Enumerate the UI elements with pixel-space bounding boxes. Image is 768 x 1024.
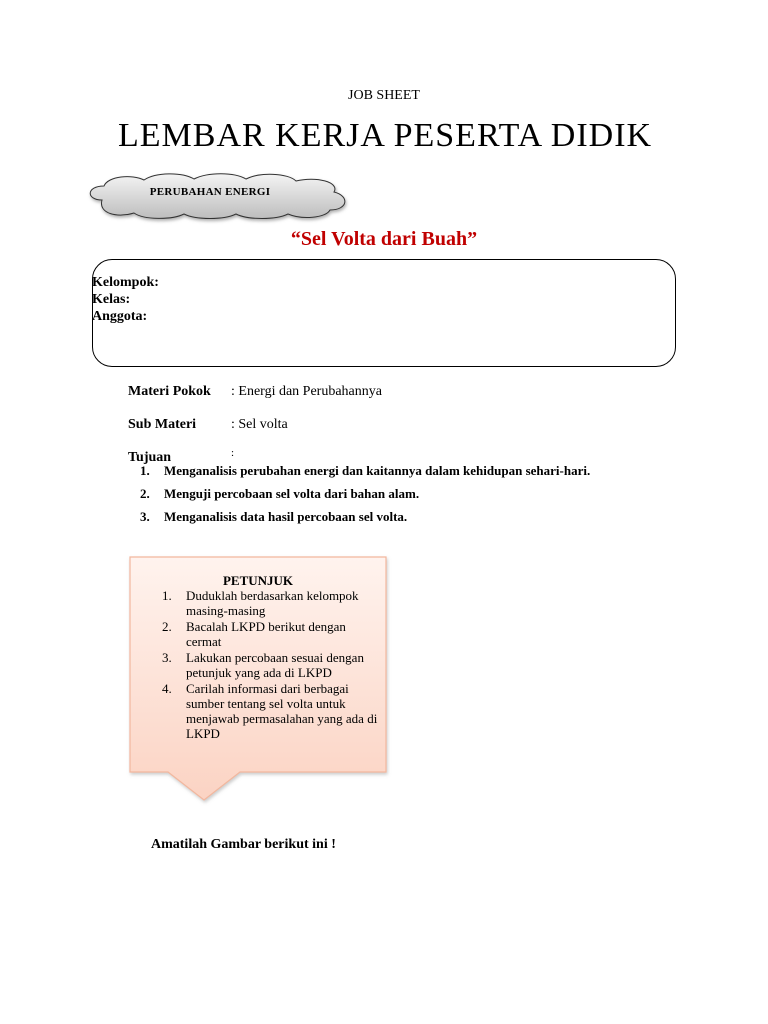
list-item: 3. Menganalisis data hasil percobaan sel volta. — [140, 509, 408, 524]
job-sheet-heading: JOB SHEET — [348, 88, 420, 103]
class-label: Kelas: — [92, 292, 131, 307]
guide-title: PETUNJUK — [222, 573, 294, 588]
goals-label: Tujuan — [128, 450, 172, 465]
worksheet-title: “Sel Volta dari Buah” — [290, 228, 478, 250]
list-item: 2. Bacalah LKPD berikut dengan cermat — [162, 619, 346, 649]
guide-list — [160, 588, 380, 742]
list-item: 3. Lakukan percobaan sesuai dengan petunjuk yang ada di LKPD — [162, 650, 364, 680]
submaterial-label: Sub Materi — [128, 417, 197, 432]
list-item: 4. Carilah informasi dari berbagai sumber tentang sel volta untuk menjawab permasalahan yang ada di LKPD — [162, 681, 378, 741]
goals-list — [140, 463, 590, 532]
identity-box — [92, 259, 676, 367]
clipped-title-container — [110, 110, 653, 154]
topic-label: PERUBAHAN ENERGI — [149, 186, 271, 198]
list-item: 1. Duduklah berdasarkan kelompok masing-masing — [162, 588, 359, 618]
members-label: Anggota: — [92, 309, 148, 324]
group-label: Kelompok: — [92, 275, 159, 290]
observe-instruction: Amatilah Gambar berikut ini ! — [151, 837, 336, 852]
goals-colon: : — [231, 447, 235, 459]
subject-value: : Energi dan Perubahannya — [231, 384, 382, 399]
list-item: 2. Menguji percobaan sel volta dari bahan alam. — [140, 486, 420, 501]
submaterial-value: : Sel volta — [231, 417, 288, 432]
list-item: 1. Menganalisis perubahan energi dan kaitannya dalam kehidupan sehari-hari. — [140, 463, 591, 478]
subject-label: Materi Pokok — [128, 384, 211, 399]
worksheet-title-clipped: LEMBAR KERJA PESERTA DIDIK — [118, 117, 653, 154]
